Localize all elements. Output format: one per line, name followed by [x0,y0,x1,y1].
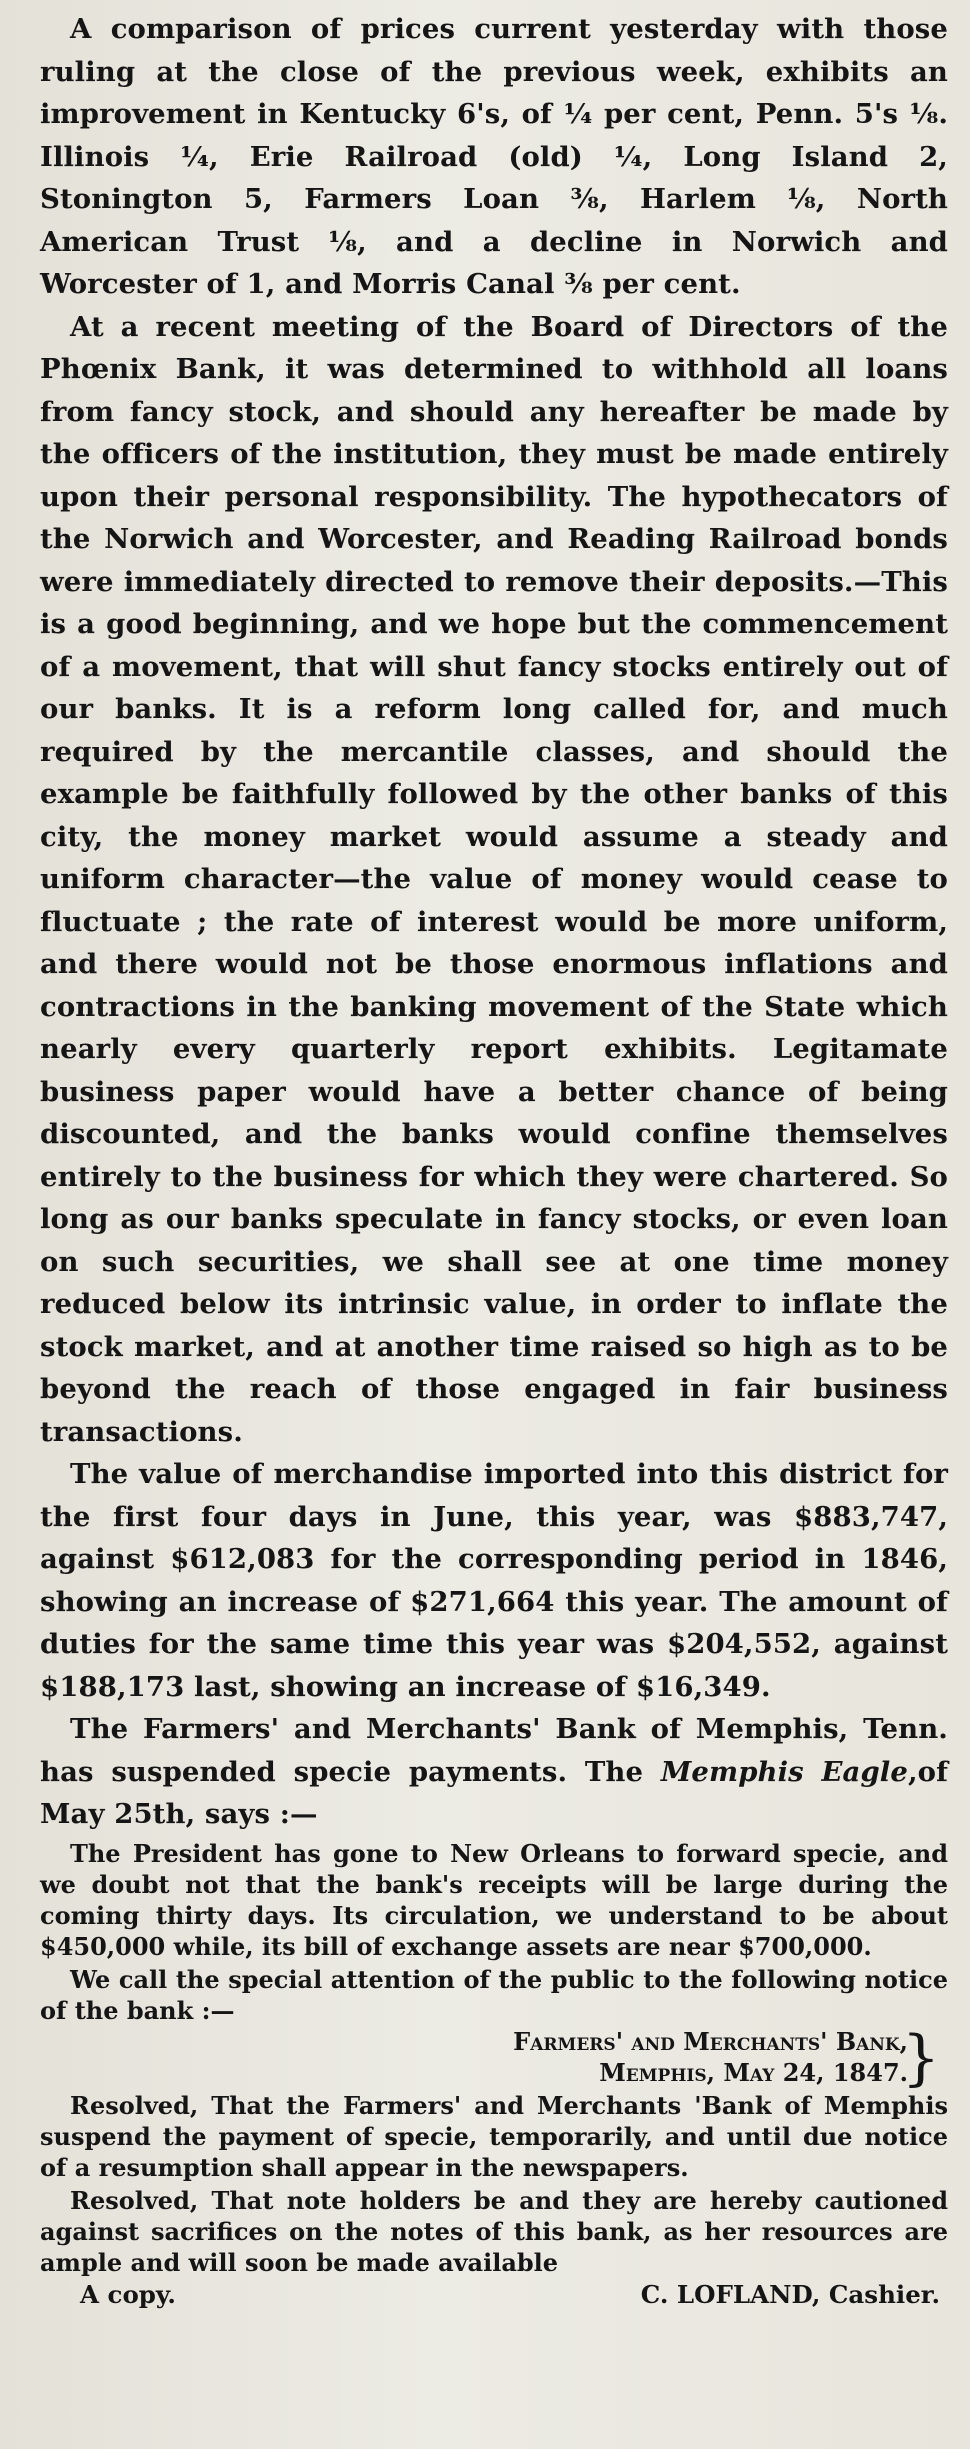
notice-header [40,2022,948,2093]
memphis-bank-text-end: ,of May 25th, says :— [40,1755,948,1830]
resolution-suspend-specie: Resolved, That the Farmers' and Merchants 'Bank of Memphis suspend the payment of specie, temporarily, and until due notice of a resumption shall appear in the newspapers. [40,2090,948,2182]
article-column [40,8,948,2312]
memphis-bank-text-start: The Farmers' and Merchants' Bank of Memphis, Tenn. has suspended specie payments. The [40,1713,948,1788]
paragraph-phoenix-bank: At a recent meeting of the Board of Directors of the Phœnix Bank, it was determined to withhold all loans from fancy stock, and should any hereafter be made by the officers of the institution, they must be made entirely upon their personal responsibility. The hypothecators of the Norwich and Worcester, and Reading Railroad bonds were immediately directed to remove their deposits.—This is a good beginning, and we hope but the commencement of a movement, that will shut fancy stocks entirely out of our banks. It is a reform long called for, and much required by the mercantile classes, and should the example be faithfully followed by the other banks of this city, the money market would assume a steady and uniform character—the value of money would cease to fluctuate ; the rate of interest would be more uniform, and there would not be those enormous inflations and contractions in the banking movement of the State which nearly every quarterly report exhibits. Legitamate business paper would have a better chance of being discounted, and the banks would confine themselves entirely to the business for which they were chartered. So long as our banks speculate in fancy stocks, or even loan on such securities, we shall see at one time money reduced below its intrinsic value, in order to inflate the stock market, and at another time raised so high as to be beyond the reach of those engaged in fair business transactions. [40,310,948,1448]
resolution-note-holders: Resolved, That note holders be and they are hereby cautioned against sacrifices on the notes of this bank, as her resources are ample and will soon be made available [40,2185,948,2277]
newspaper-name: Memphis Eagle [660,1755,908,1788]
paragraph-memphis-bank [40,1708,948,1836]
paragraph-price-comparison: A comparison of prices current yesterday with those ruling at the close of the previous week, exhibits an improvement in Kentucky 6's, of ¼ per cent, Penn. 5's ⅛. Illinois ¼, Erie Railroad (old) ¼, Long Island 2, Stonington 5, Farmers Loan ⅜, Harlem ⅛, North American Trust ⅛, and a decline in Norwich and Worcester of 1, and Morris Canal ⅜ per cent. [40,13,948,300]
notice-intro: We call the special attention of the public to the following notice of the bank :— [40,1964,948,2025]
copy-label: A copy. [80,2279,176,2309]
signature-line [40,2278,948,2312]
paragraph-merchandise-imports: The value of merchandise imported into this district for the first four days in June, this year, was $883,747, against $612,083 for the corresponding period in 1846, showing an increase of $271,664 this year. The amount of duties for the same time this year was $204,552, against $188,173 last, showing an increase of $16,349. [40,1458,948,1703]
notice-bank-name: Farmers' and Merchants' Bank, [513,2026,908,2056]
cashier-signature: C. LOFLAND, Cashier. [640,2279,940,2309]
quoted-eagle-extract: The President has gone to New Orleans to forward specie, and we doubt not that the bank's receipts will be large during the coming thirty days. Its circulation, we understand to be about $450,000 while, its bill of exchange assets are near $700,000. [40,1838,948,1961]
notice-brace: } [901,2022,940,2093]
notice-place-date: Memphis, May 24, 1847. [599,2057,908,2087]
